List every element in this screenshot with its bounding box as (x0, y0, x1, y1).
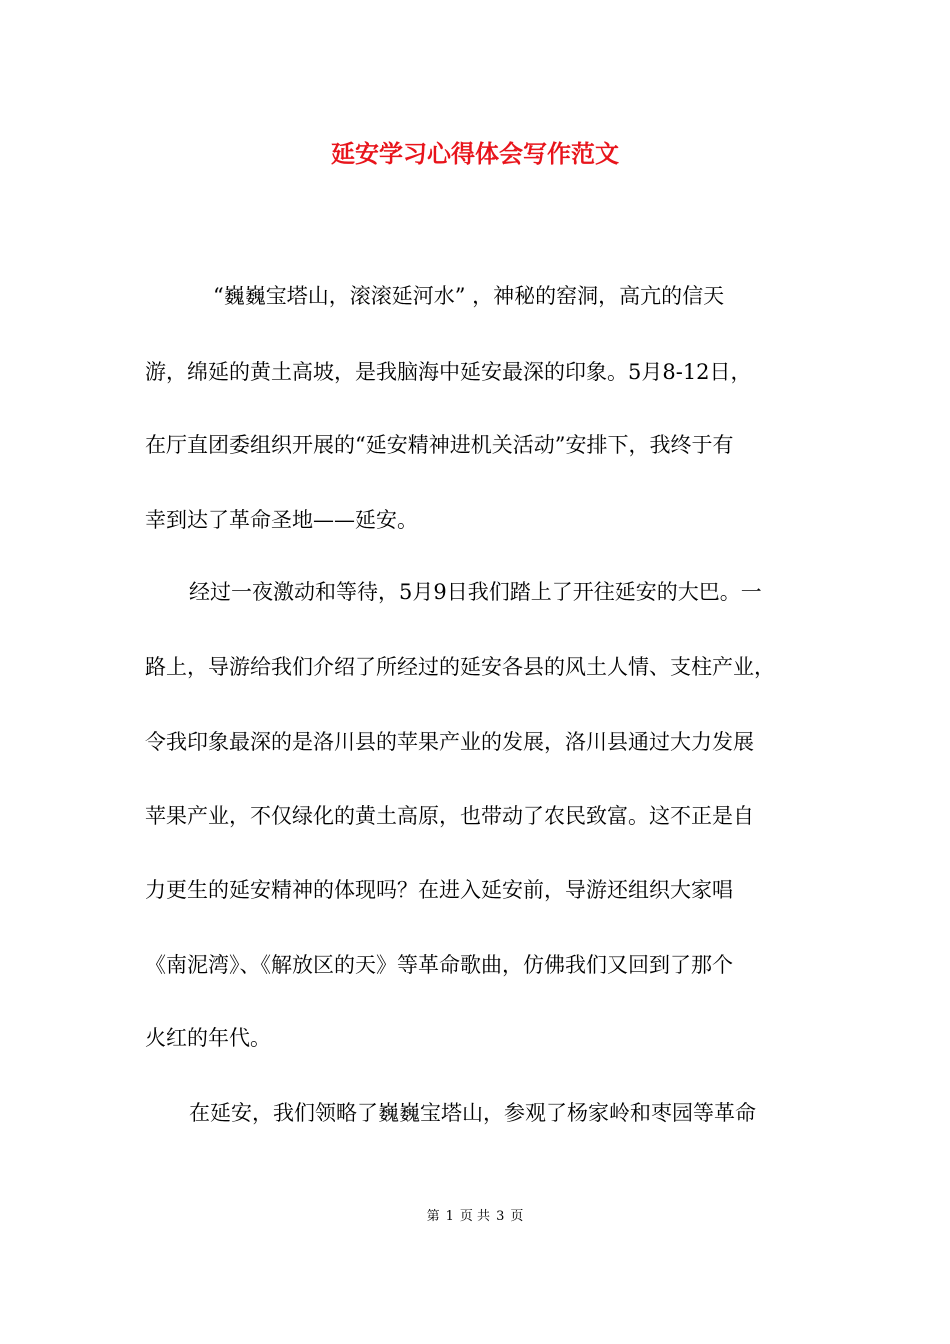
text-line-11: 火红的年代。 (145, 1026, 271, 1050)
document-title: 延安学习心得体会写作范文 (331, 139, 619, 168)
text-line-6: 路上，导游给我们介绍了所经过的延安各县的风土人情、支柱产业， (145, 655, 775, 679)
text-line-4: 幸到达了革命圣地——延安。 (145, 508, 418, 532)
text-line-10: 《南泥湾》、《解放区的天》等革命歌曲，仿佛我们又回到了那个 (145, 953, 733, 977)
text-line-1: “巍巍宝塔山，滚滚延河水” ，神秘的窑洞，高亢的信天 (213, 284, 725, 308)
text-line-2: 游，绵延的黄土高坡，是我脑海中延安最深的印象。5月8-12日， (145, 360, 752, 384)
text-line-9: 力更生的延安精神的体现吗？在进入延安前，导游还组织大家唱 (145, 878, 733, 902)
page-label-mid: 页 共 (459, 1209, 491, 1224)
text-line-5: 经过一夜激动和等待，5月9日我们踏上了开往延安的大巴。一 (189, 580, 762, 604)
page-total: 3 (496, 1209, 505, 1224)
text-line-8: 苹果产业，不仅绿化的黄土高原，也带动了农民致富。这不正是自 (145, 804, 754, 828)
text-line-12: 在延安，我们领略了巍巍宝塔山，参观了杨家岭和枣园等革命 (189, 1101, 756, 1125)
page-label-prefix: 第 (426, 1209, 440, 1224)
text-line-7: 令我印象最深的是洛川县的苹果产业的发展，洛川县通过大力发展 (145, 730, 754, 754)
page-footer (0, 1207, 950, 1227)
text-line-3: 在厅直团委组织开展的“延安精神进机关活动”安排下，我终于有 (145, 433, 734, 457)
page-current: 1 (445, 1209, 454, 1224)
page-label-suffix: 页 (510, 1209, 524, 1224)
